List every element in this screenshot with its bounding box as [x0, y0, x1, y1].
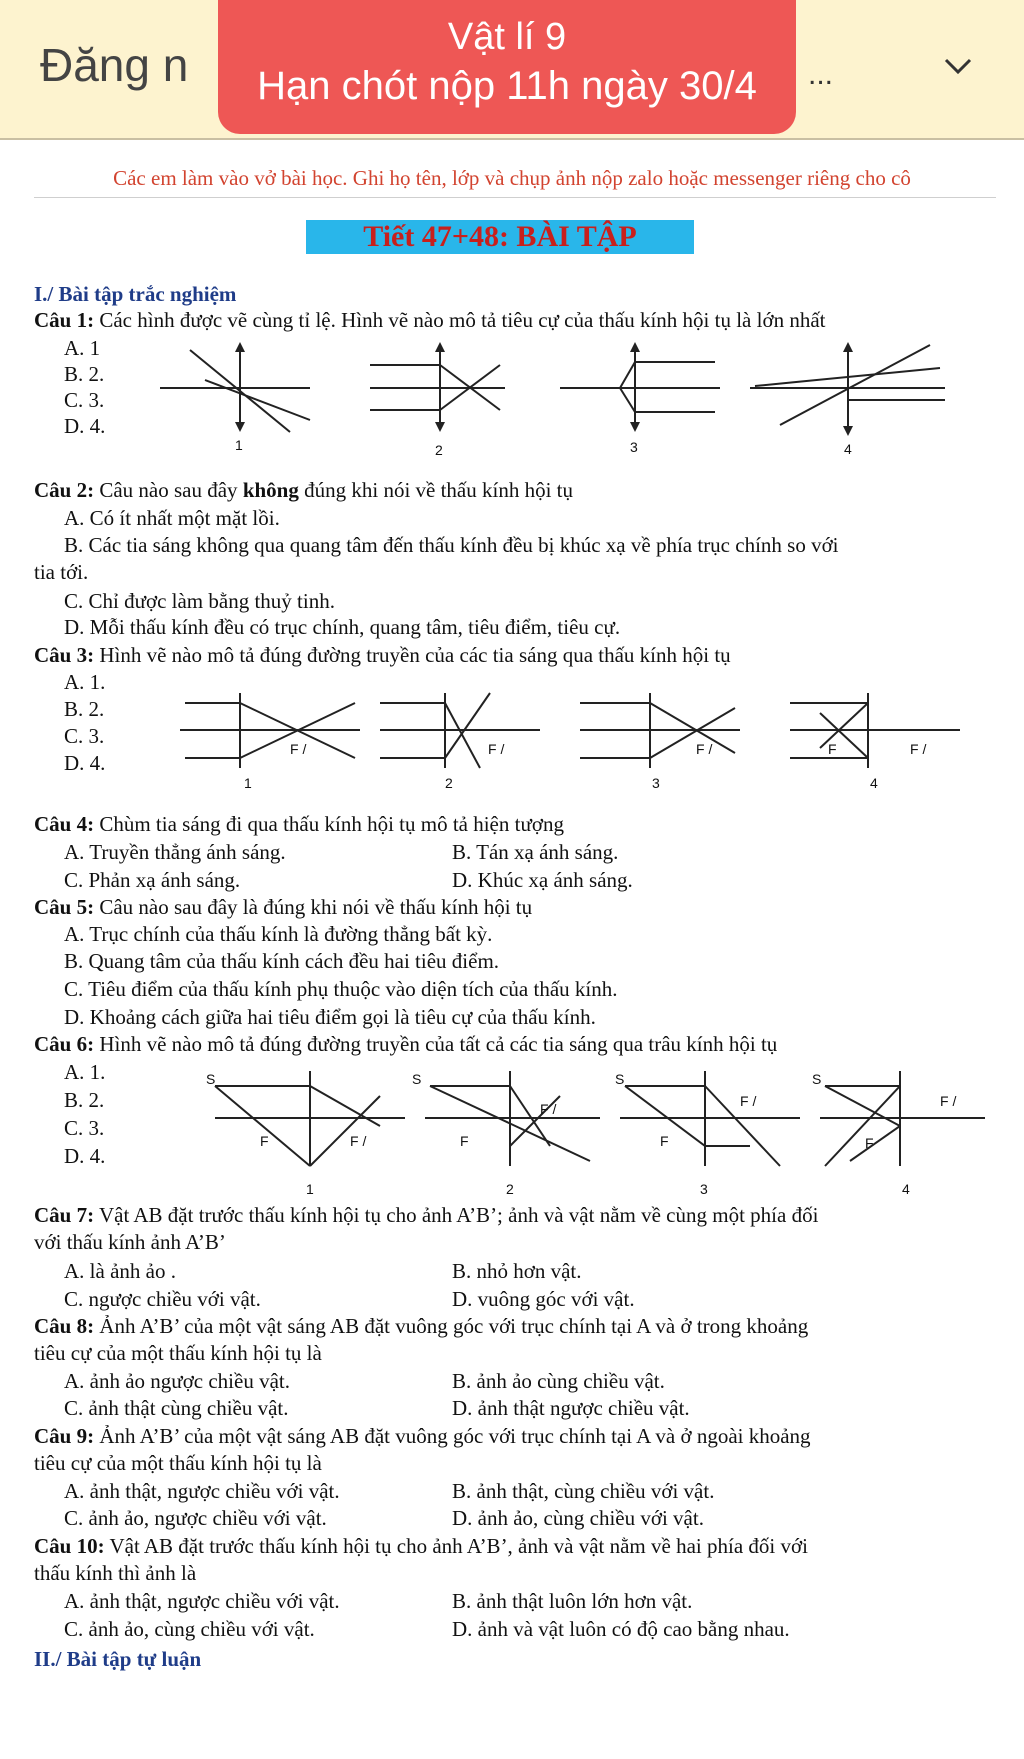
lens-diagram-1	[206, 1071, 405, 1197]
source-label: S	[812, 1071, 822, 1087]
question-3	[34, 643, 731, 668]
option-d[interactable]: D. 4.	[64, 751, 106, 775]
option-b-continued: tia tới.	[34, 560, 89, 584]
option-b[interactable]: B. Tán xạ ánh sáng.	[452, 840, 619, 864]
option-c[interactable]: C. Chỉ được làm bằng thuỷ tinh.	[64, 589, 335, 613]
lens-diagram-3	[560, 342, 720, 455]
focus-label: F	[660, 1133, 669, 1149]
question-text: Ảnh A’B’ của một vật sáng AB đặt vuông góc với trục chính tại A và ở trong khoảng	[94, 1314, 809, 1338]
option-b[interactable]: B. Quang tâm của thấu kính cách đều hai tiêu điểm.	[64, 949, 500, 973]
more-button[interactable]: ...	[808, 58, 834, 91]
question-text: Vật AB đặt trước thấu kính hội tụ cho ảnh A’B’; ảnh và vật nằm về cùng một phía đối	[94, 1203, 819, 1227]
question-label: Câu 7:	[34, 1203, 95, 1227]
question-label: Câu 4:	[34, 812, 95, 836]
lens-diagram-4	[790, 693, 960, 791]
lens-diagram-2	[370, 342, 505, 458]
question-text-post: đúng khi nói về thấu kính hội tụ	[298, 478, 574, 502]
question-2	[34, 478, 573, 503]
question-text: Hình vẽ nào mô tả đúng đường truyền của các tia sáng qua thấu kính hội tụ	[94, 643, 731, 667]
question-text: Vật AB đặt trước thấu kính hội tụ cho ảnh A’B’, ảnh và vật nằm về hai phía đối với	[104, 1534, 808, 1558]
option-c[interactable]: C. ảnh ảo, ngược chiều với vật.	[64, 1506, 327, 1530]
banner-subject: Vật lí 9	[447, 16, 567, 58]
source-label: S	[615, 1071, 625, 1087]
section-heading-multiple-choice: I./ Bài tập trắc nghiệm	[34, 282, 237, 306]
figure-label: 3	[700, 1181, 708, 1197]
option-c[interactable]: C. ngược chiều với vật.	[64, 1287, 261, 1311]
focus-label: F /	[290, 741, 307, 757]
option-d[interactable]: D. 4.	[64, 414, 106, 438]
option-c[interactable]: C. ảnh ảo, cùng chiều với vật.	[64, 1617, 315, 1641]
option-b[interactable]: B. nhỏ hơn vật.	[452, 1259, 582, 1283]
question-9	[34, 1424, 811, 1449]
lens-diagram-3	[615, 1071, 800, 1197]
question-label: Câu 9:	[34, 1424, 95, 1448]
focus-label: F	[260, 1133, 269, 1149]
focus-label: F /	[350, 1133, 367, 1149]
question-label: Câu 1:	[34, 308, 95, 332]
question-text: Hình vẽ nào mô tả đúng đường truyền của tất cả các tia sáng qua trâu kính hội tụ	[94, 1032, 778, 1056]
option-d[interactable]: D. ảnh và vật luôn có độ cao bằng nhau.	[452, 1617, 790, 1641]
lens-diagram-2	[412, 1071, 600, 1197]
question-text-pre: Câu nào sau đây	[94, 478, 243, 502]
figure-label: 2	[445, 775, 453, 791]
source-label: S	[412, 1071, 422, 1087]
question-label: Câu 3:	[34, 643, 95, 667]
option-a[interactable]: A. 1.	[64, 1060, 106, 1084]
option-d[interactable]: D. Mỗi thấu kính đều có trục chính, quang tâm, tiêu điểm, tiêu cự.	[64, 615, 621, 639]
option-c[interactable]: C. Phản xạ ánh sáng.	[64, 868, 241, 892]
section-heading-essay: II./ Bài tập tự luận	[34, 1647, 202, 1671]
option-c[interactable]: C. 3.	[64, 1116, 105, 1140]
question-text: Chùm tia sáng đi qua thấu kính hội tụ mô tả hiện tượng	[94, 812, 564, 836]
figure-label: 4	[844, 441, 852, 457]
figure-label: 1	[235, 437, 243, 453]
lens-diagram-4	[750, 342, 945, 457]
submission-notice: Các em làm vào vở bài học. Ghi họ tên, lớp và chụp ảnh nộp zalo hoặc messenger riêng cho cô	[113, 166, 911, 190]
focus-label: F	[460, 1133, 469, 1149]
focus-label: F /	[940, 1093, 957, 1109]
question-10-continued: thấu kính thì ảnh là	[34, 1561, 197, 1585]
lens-diagram-2	[380, 693, 540, 791]
figure-label: 3	[630, 439, 638, 455]
question-8-continued: tiêu cự của một thấu kính hội tụ là	[34, 1341, 322, 1365]
question-text: Ảnh A’B’ của một vật sáng AB đặt vuông góc với trục chính tại A và ở ngoài khoảng	[94, 1424, 811, 1448]
question-1	[34, 308, 825, 333]
question-text: Câu nào sau đây là đúng khi nói về thấu kính hội tụ	[94, 895, 533, 919]
option-d[interactable]: D. vuông góc với vật.	[452, 1287, 635, 1311]
q3-lens-figures	[180, 688, 980, 798]
question-label: Câu 2:	[34, 478, 95, 502]
figure-label: 1	[306, 1181, 314, 1197]
figure-label: 4	[902, 1181, 910, 1197]
lens-diagram-1	[160, 342, 310, 453]
option-a[interactable]: A. 1	[64, 336, 101, 360]
question-label: Câu 8:	[34, 1314, 95, 1338]
question-label: Câu 6:	[34, 1032, 95, 1056]
question-5	[34, 895, 532, 920]
focus-label: F /	[540, 1101, 557, 1117]
lens-diagram-1	[180, 693, 360, 791]
question-6	[34, 1032, 777, 1057]
figure-label: 2	[506, 1181, 514, 1197]
focus-label: F	[828, 741, 837, 757]
focus-label: F /	[910, 741, 927, 757]
q1-lens-figures	[160, 340, 950, 465]
figure-label: 3	[652, 775, 660, 791]
chevron-down-icon[interactable]	[940, 48, 976, 84]
option-c[interactable]: C. Tiêu điểm của thấu kính phụ thuộc vào diện tích của thấu kính.	[64, 977, 618, 1001]
option-b[interactable]: B. ảnh thật luôn lớn hơn vật.	[452, 1589, 693, 1613]
deadline-banner	[218, 0, 796, 134]
question-4	[34, 812, 564, 837]
option-a[interactable]: A. Truyền thẳng ánh sáng.	[64, 840, 286, 864]
option-a[interactable]: A. là ảnh ảo .	[64, 1259, 176, 1283]
question-label: Câu 10:	[34, 1534, 105, 1558]
option-b[interactable]: B. ảnh ảo cùng chiều vật.	[452, 1369, 665, 1393]
lens-diagram-3	[580, 693, 740, 791]
option-d[interactable]: D. Khúc xạ ánh sáng.	[452, 868, 633, 892]
question-text: Các hình được vẽ cùng tỉ lệ. Hình vẽ nào mô tả tiêu cự của thấu kính hội tụ là lớn nhất	[94, 308, 826, 332]
option-d[interactable]: D. ảnh ảo, cùng chiều với vật.	[452, 1506, 704, 1530]
option-a[interactable]: A. Có ít nhất một mặt lồi.	[64, 506, 280, 530]
option-b[interactable]: B. 2.	[64, 1088, 105, 1112]
banner-deadline: Hạn chót nộp 11h ngày 30/4	[257, 64, 757, 108]
option-d[interactable]: D. Khoảng cách giữa hai tiêu điểm gọi là tiêu cự của thấu kính.	[64, 1005, 596, 1029]
figure-label: 1	[244, 775, 252, 791]
figure-label: 4	[870, 775, 878, 791]
option-b[interactable]: B. 2.	[64, 362, 105, 386]
option-d[interactable]: D. ảnh thật ngược chiều vật.	[452, 1396, 690, 1420]
q6-lens-figures	[200, 1066, 990, 1201]
focus-label: F /	[488, 741, 505, 757]
question-7	[34, 1203, 818, 1228]
question-label: Câu 5:	[34, 895, 95, 919]
option-a[interactable]: A. 1.	[64, 670, 106, 694]
lesson-title: Tiết 47+48: BÀI TẬP	[306, 220, 694, 254]
divider	[34, 197, 996, 198]
focus-label: F	[865, 1135, 874, 1151]
option-a[interactable]: A. ảnh thật, ngược chiều với vật.	[64, 1589, 340, 1613]
option-a[interactable]: A. Trục chính của thấu kính là đường thẳng bất kỳ.	[64, 922, 493, 946]
option-b[interactable]: B. 2.	[64, 697, 105, 721]
figure-label: 2	[435, 442, 443, 458]
question-9-continued: tiêu cự của một thấu kính hội tụ là	[34, 1451, 322, 1475]
focus-label: F /	[740, 1093, 757, 1109]
option-c[interactable]: C. 3.	[64, 388, 105, 412]
option-c[interactable]: C. 3.	[64, 724, 105, 748]
focus-label: F /	[696, 741, 713, 757]
option-b[interactable]: B. ảnh thật, cùng chiều với vật.	[452, 1479, 715, 1503]
question-7-continued: với thấu kính ảnh A’B’	[34, 1230, 226, 1254]
question-text-emphasis: không	[242, 478, 299, 502]
source-label: S	[206, 1071, 216, 1087]
page-title: Đăng n	[40, 39, 189, 91]
option-b[interactable]: B. Các tia sáng không qua quang tâm đến thấu kính đều bị khúc xạ về phía trục chính so với	[64, 533, 839, 557]
option-a[interactable]: A. ảnh ảo ngược chiều vật.	[64, 1369, 290, 1393]
option-a[interactable]: A. ảnh thật, ngược chiều với vật.	[64, 1479, 340, 1503]
question-8	[34, 1314, 808, 1339]
option-d[interactable]: D. 4.	[64, 1144, 106, 1168]
question-10	[34, 1534, 808, 1559]
option-c[interactable]: C. ảnh thật cùng chiều vật.	[64, 1396, 289, 1420]
lens-diagram-4	[812, 1071, 985, 1197]
